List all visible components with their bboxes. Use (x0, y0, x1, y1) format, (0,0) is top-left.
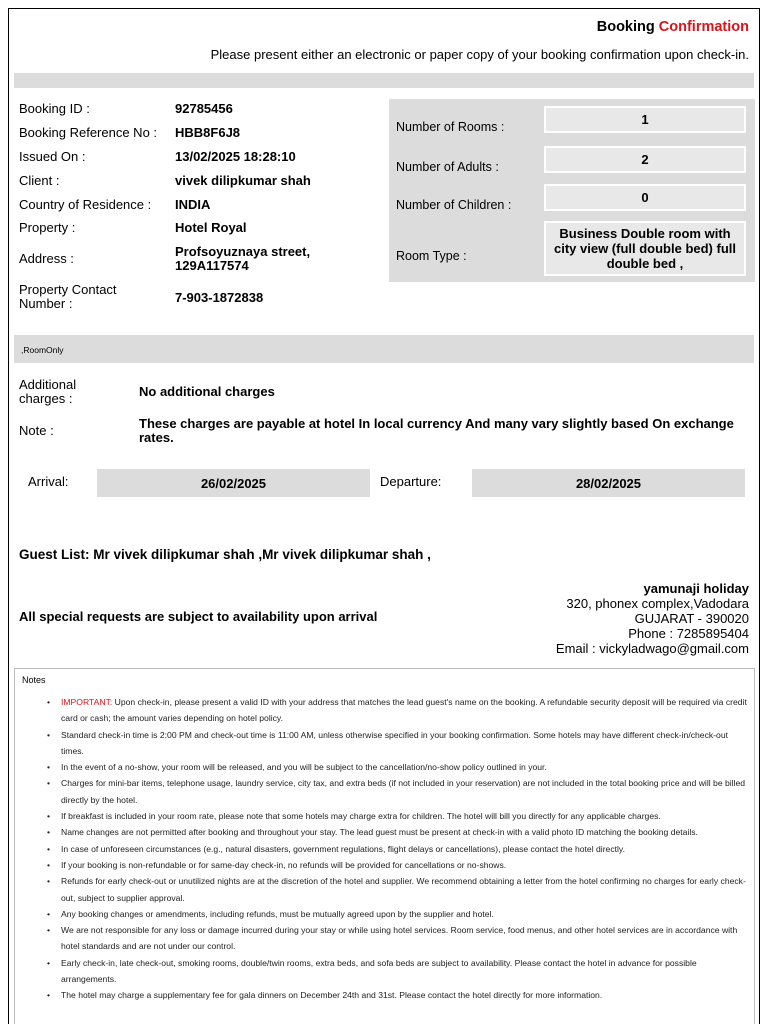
room-details-panel (389, 99, 755, 282)
agency-contact-block (556, 581, 749, 656)
meal-plan-text: ,RoomOnly (21, 345, 64, 355)
property-label: Property : (19, 220, 76, 235)
note-item: • IMPORTANT: Upon check-in, please present a valid ID with your address that matches the lead guest's name on the booking. A refundable security deposit will be required via credit card or cash; the amount varies depending on hotel policy. (35, 694, 747, 727)
property-value: Hotel Royal (175, 220, 247, 235)
important-label: IMPORTANT: (61, 697, 113, 707)
note-item: • The hotel may charge a supplementary fee for gala dinners on December 24th and 31st. Please contact the hotel directly for more information. (35, 987, 747, 1003)
address-value: Profsoyuznaya street, 129A117574 (175, 244, 311, 273)
note-item: • Standard check-in time is 2:00 PM and check-out time is 11:00 AM, unless otherwise specified in your booking confirmation. Some hotels may have different check-in/check-out times. (35, 727, 747, 760)
additional-charges-label: Additional charges : (19, 377, 77, 406)
page-subtitle: Please present either an electronic or paper copy of your booking confirmation upon check-in. (210, 47, 749, 62)
booking-id-value: 92785456 (175, 101, 233, 116)
client-label: Client : (19, 173, 60, 188)
note-item: • We are not responsible for any loss or damage incurred during your stay or while using hotel services. Room service, food menus, and other hotel services are in accordance with hotel standards and are not under our control. (35, 922, 747, 955)
adults-value: 2 (544, 146, 746, 173)
arrival-date: 26/02/2025 (97, 469, 370, 497)
note-item: • Early check-in, late check-out, smoking rooms, double/twin rooms, extra beds, and sofa beds are subject to availability. Please contact the hotel in advance for possible arrangements. (35, 955, 747, 988)
booking-reference-value: HBB8F6J8 (175, 125, 241, 140)
agency-phone: Phone : 7285895404 (628, 626, 749, 641)
note-item: • Name changes are not permitted after booking and throughout your stay. The lead guest must be present at check-in with a valid photo ID matching the booking details. (35, 824, 747, 840)
property-contact-value: 7-903-1872838 (175, 290, 264, 305)
rooms-value: 1 (544, 106, 746, 133)
header-divider-bar (14, 73, 754, 88)
address-label: Address : (19, 251, 74, 266)
booking-confirmation-document (8, 8, 760, 1024)
room-type-value: Business Double room with city view (full double bed) full double bed , (544, 221, 746, 276)
booking-reference-label: Booking Reference No : (19, 125, 158, 140)
guest-list: Guest List: Mr vivek dilipkumar shah ,Mr vivek dilipkumar shah , (19, 547, 431, 562)
property-contact-label: Property Contact Number : (19, 282, 117, 311)
agency-email: Email : vickyladwago@gmail.com (555, 641, 749, 656)
page-title (597, 19, 749, 35)
title-prefix: Booking (596, 19, 655, 35)
note-item: • In the event of a no-show, your room will be released, and you will be subject to the cancellation/no-show policy outlined in your. (35, 759, 747, 775)
departure-date: 28/02/2025 (472, 469, 745, 497)
adults-label: Number of Adults : (396, 160, 499, 174)
agency-name: yamunaji holiday (643, 581, 749, 596)
issued-on-label: Issued On : (19, 149, 86, 164)
issued-on-value: 13/02/2025 18:28:10 (175, 149, 296, 164)
notes-title: Notes (22, 675, 46, 685)
note-item: • Any booking changes or amendments, including refunds, must be mutually agreed upon by the supplier and hotel. (35, 906, 747, 922)
meal-plan-bar (14, 335, 754, 363)
arrival-label: Arrival: (28, 474, 69, 489)
children-label: Number of Children : (396, 198, 512, 212)
country-label: Country of Residence : (19, 197, 152, 212)
room-type-label: Room Type : (396, 249, 467, 263)
additional-charges-value: No additional charges (139, 384, 275, 399)
note-item: • Charges for mini-bar items, telephone usage, laundry service, city tax, and extra beds (if not included in your reservation) are not included in the total booking price and will be billed directly by the hotel. (35, 775, 747, 808)
note-item: • Refunds for early check-out or unutilized nights are at the discretion of the hotel and supplier. We recommend obtaining a letter from the hotel confirming no charges for early check-out, subject to supplier approval. (35, 873, 747, 906)
note-item: • In case of unforeseen circumstances (e.g., natural disasters, government regulations, flight delays or cancellations), please contact the hotel directly. (35, 841, 747, 857)
notes-section (14, 668, 755, 1024)
note-item: • If breakfast is included in your room rate, please note that some hotels may charge extra for children. The hotel will bill you directly for any applicable charges. (35, 808, 747, 824)
agency-address-line2: GUJARAT - 390020 (634, 611, 749, 626)
note-value: These charges are payable at hotel In local currency And many vary slightly based On exchange rates. (139, 416, 734, 445)
notes-list (35, 694, 747, 1004)
special-requests-notice: All special requests are subject to availability upon arrival (19, 609, 378, 624)
children-value: 0 (544, 184, 746, 211)
agency-address-line1: 320, phonex complex,Vadodara (566, 596, 749, 611)
note-item: • If your booking is non-refundable or for same-day check-in, no refunds will be provided for cancellations or no-shows. (35, 857, 747, 873)
booking-id-label: Booking ID : (19, 101, 90, 116)
country-value: INDIA (175, 197, 211, 212)
rooms-label: Number of Rooms : (396, 120, 505, 134)
note-label: Note : (19, 423, 54, 438)
departure-label: Departure: (380, 474, 442, 489)
client-value: vivek dilipkumar shah (175, 173, 311, 188)
title-accent: Confirmation (658, 19, 749, 35)
